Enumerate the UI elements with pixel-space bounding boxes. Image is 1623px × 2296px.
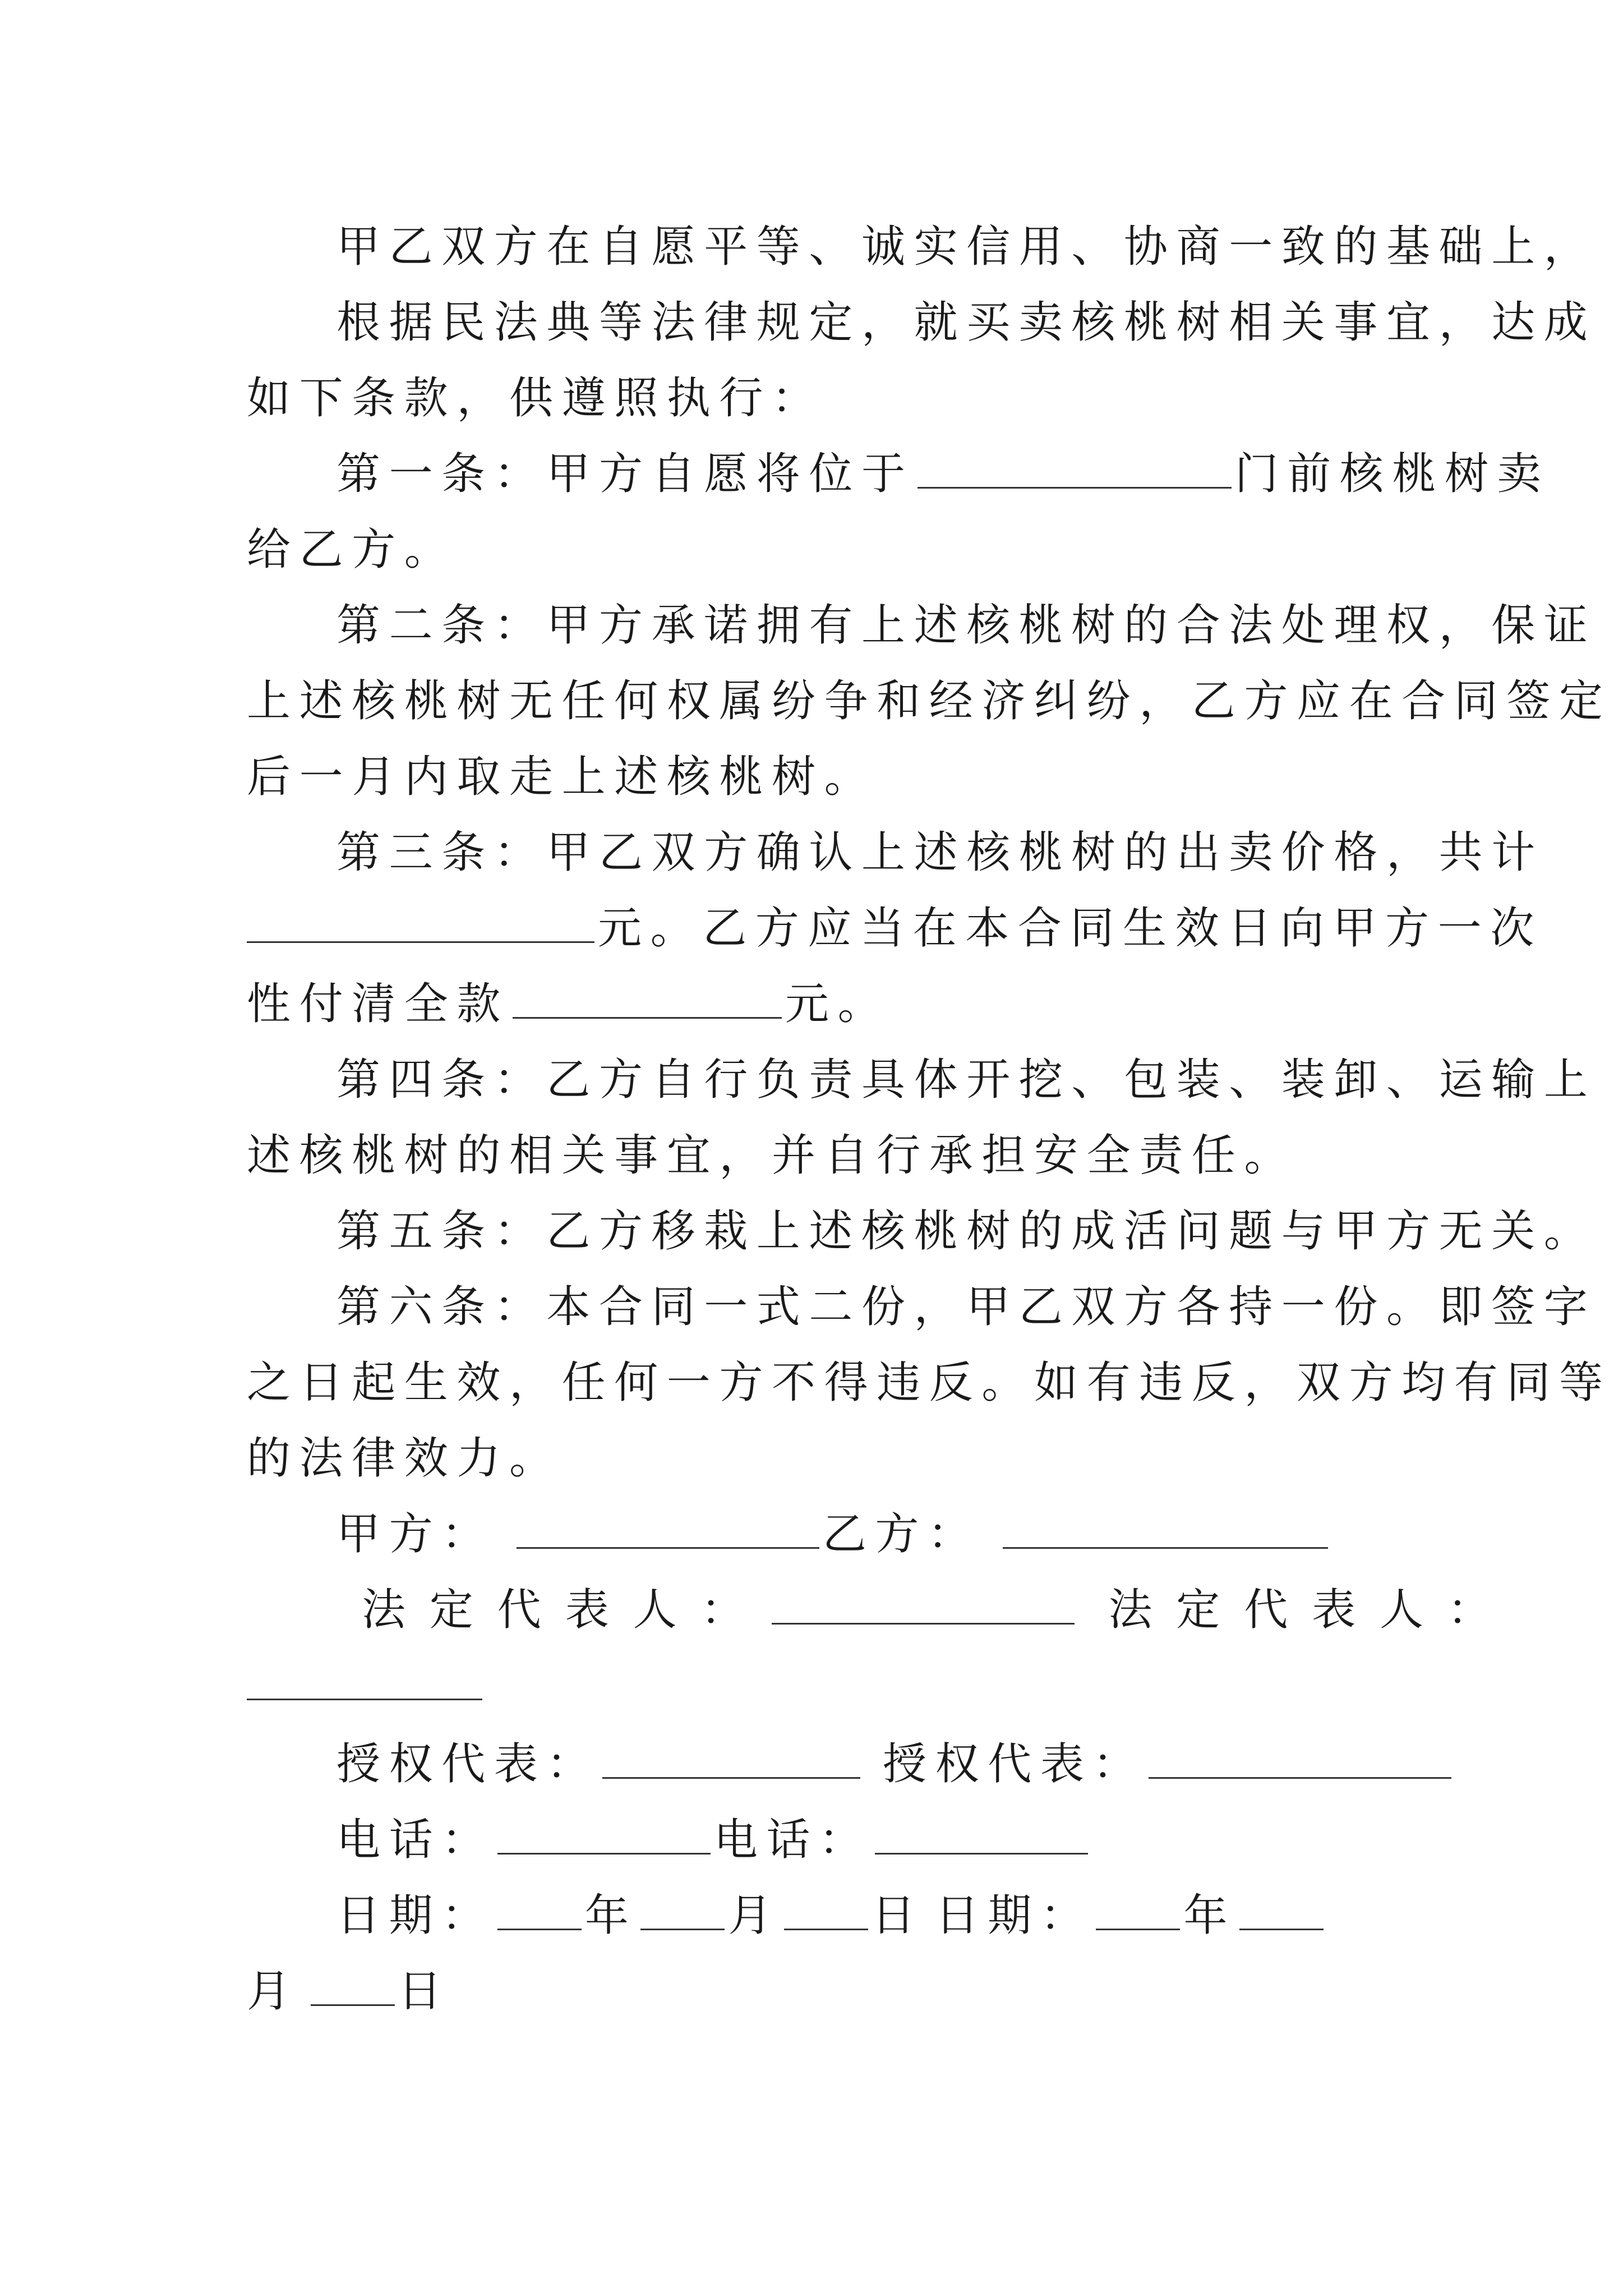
legal-rep-a-label: 法定代表人： — [362, 1585, 769, 1635]
auth-rep-a-blank — [602, 1742, 860, 1779]
phone-a-blank — [497, 1818, 711, 1855]
text-run: 甲乙双方在自愿平等、诚实信用、协商一致的基础上， — [336, 222, 1597, 272]
date-b-label: 日期： — [935, 1890, 1093, 1941]
text-run: 之日起生效，任何一方不得违反。如有违反，双方均有同等 — [247, 1358, 1612, 1408]
party-a-label: 甲方： — [336, 1509, 494, 1559]
text-run: 元。乙方应当在本合同生效日向甲方一次 — [598, 903, 1543, 954]
text-line — [247, 665, 1612, 738]
text-run: 述核桃树的相关事宜，并自行承担安全责任。 — [247, 1130, 1297, 1181]
party-b-label: 乙方： — [822, 1509, 980, 1559]
text-run: 第五条：乙方移栽上述核桃树的成活问题与甲方无关。 — [336, 1206, 1597, 1257]
text-run: 第一条：甲方自愿将位于 — [336, 449, 914, 499]
legal-rep-line — [247, 1573, 1515, 1646]
auth-rep-line — [247, 1728, 1486, 1801]
month-b-blank — [1239, 1894, 1324, 1930]
day-a-blank — [784, 1894, 868, 1930]
legal-rep-b-label: 法定代表人： — [1108, 1585, 1515, 1635]
article-5 — [247, 1195, 1597, 1268]
date-a-label: 日期： — [336, 1890, 494, 1941]
legal-rep-b-blank — [247, 1664, 482, 1700]
text-run: 元。 — [785, 979, 891, 1029]
date-line — [247, 1879, 1486, 1952]
text-line — [247, 286, 1597, 359]
text-line — [247, 968, 1396, 1041]
text-run: 门前核桃树卖 — [1234, 449, 1550, 499]
year-label: 年 — [584, 1890, 638, 1941]
article-4 — [247, 1043, 1597, 1116]
article-6 — [247, 1271, 1597, 1343]
text-line — [247, 1422, 1396, 1495]
auth-rep-b-blank — [1149, 1742, 1451, 1779]
month-label: 月 — [247, 1966, 299, 2017]
text-run: 第六条：本合同一式二份，甲乙双方各持一份。即签字 — [336, 1282, 1597, 1332]
legal-rep-a-blank — [772, 1588, 1075, 1625]
text-line — [247, 1346, 1612, 1419]
article-1 — [247, 438, 1550, 510]
legal-rep-b-line — [247, 1649, 1396, 1722]
text-run: 根据民法典等法律规定，就买卖核桃树相关事宜，达成 — [336, 297, 1597, 348]
article-2 — [247, 589, 1597, 662]
party-b-blank — [1003, 1512, 1328, 1549]
location-blank — [917, 452, 1232, 489]
day-label: 日 — [872, 1890, 924, 1941]
day-label: 日 — [398, 1966, 451, 2017]
text-run: 性付清全款 — [247, 979, 510, 1029]
text-run: 如下条款，供遵照执行： — [247, 373, 824, 424]
text-line — [247, 892, 1543, 965]
year-b-blank — [1096, 1894, 1180, 1930]
text-run: 后一月内取走上述核桃树。 — [247, 752, 877, 802]
phone-line — [247, 1803, 1486, 1876]
date-line-continued — [247, 1955, 1396, 2028]
text-run: 第三条：甲乙双方确认上述核桃树的出卖价格，共计 — [336, 827, 1544, 878]
text-run: 的法律效力。 — [247, 1433, 562, 1484]
text-line — [247, 1119, 1396, 1192]
text-line — [247, 513, 1396, 586]
text-run: 给乙方。 — [247, 524, 457, 575]
month-a-blank — [640, 1894, 725, 1930]
day-b-blank — [311, 1970, 395, 2006]
auth-rep-a-label: 授权代表： — [336, 1739, 600, 1789]
party-line — [247, 1498, 1486, 1571]
text-run: 上述核桃树无任何权属纷争和经济纠纷，乙方应在合同签定 — [247, 676, 1612, 726]
price-blank — [247, 907, 594, 943]
year-label: 年 — [1183, 1890, 1237, 1941]
payment-blank — [513, 982, 782, 1019]
text-line — [247, 740, 1396, 813]
year-a-blank — [497, 1894, 582, 1930]
text-run: 第二条：甲方承诺拥有上述核桃树的合法处理权，保证 — [336, 600, 1597, 651]
auth-rep-b-label: 授权代表： — [883, 1739, 1146, 1789]
party-a-blank — [517, 1512, 819, 1549]
text-line — [247, 362, 1396, 435]
article-3 — [247, 816, 1544, 889]
phone-a-label: 电话： — [336, 1815, 494, 1865]
phone-b-blank — [875, 1818, 1088, 1855]
month-label: 月 — [728, 1890, 781, 1941]
phone-b-label: 电话： — [713, 1815, 872, 1865]
text-line — [247, 210, 1597, 283]
text-run: 第四条：乙方自行负责具体开挖、包装、装卸、运输上 — [336, 1055, 1597, 1105]
